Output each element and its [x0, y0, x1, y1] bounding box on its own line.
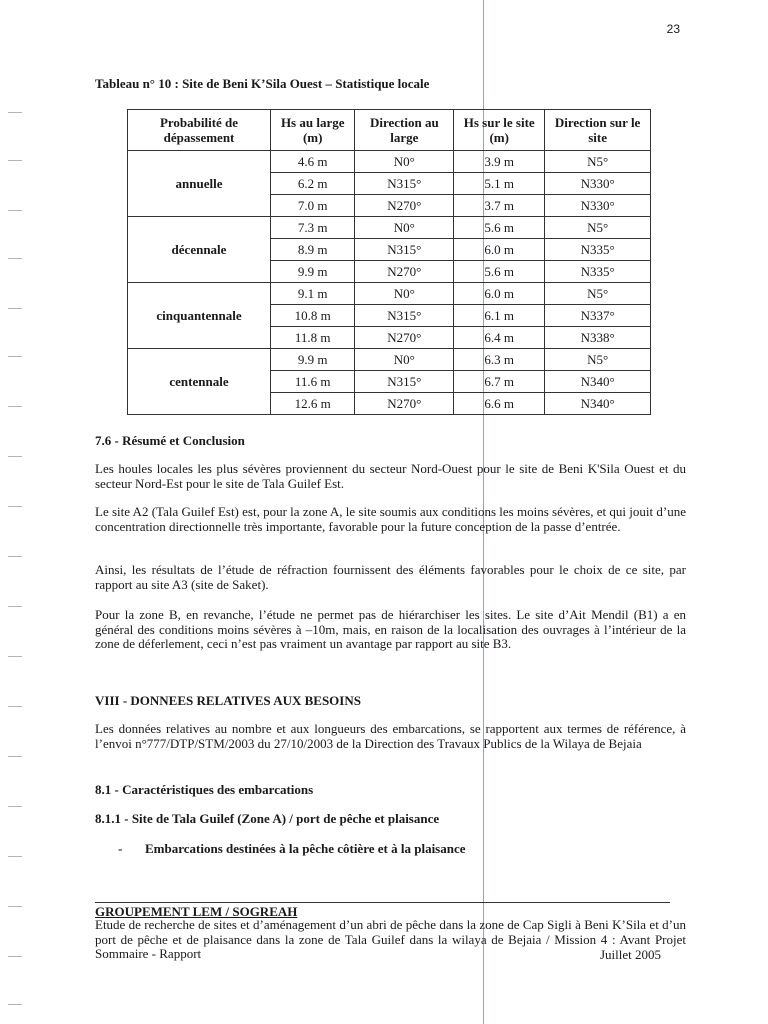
- table-cell: 3.7 m: [454, 195, 545, 217]
- table-cell: N340°: [545, 371, 651, 393]
- table-cell: N337°: [545, 305, 651, 327]
- table-cell: 6.4 m: [454, 327, 545, 349]
- table-cell: 7.3 m: [271, 217, 355, 239]
- footer-date: Juillet 2005: [600, 947, 662, 962]
- paragraph: Les houles locales les plus sévères proviennent du secteur Nord-Ouest pour le site de Beni K'Sila Ouest et du secteur Nord-Est pour le site de Tala Guilef Est.: [95, 461, 686, 491]
- bullet-dash: -: [118, 841, 123, 856]
- column-header: Direction au large: [355, 110, 454, 151]
- paragraph: Pour la zone B, en revanche, l’étude ne permet pas de hiérarchiser les sites. Le site d’Ait Mendil (B1) a en général des conditions moins sévères à –10m, mais, en raison de la localisation des ouvrages à l’intérieur de la zone de déferlement, ceci n’est pas vraiment un avantage par rapport au site B3.: [95, 607, 686, 651]
- table-header-row: [128, 110, 651, 151]
- bullet-text: Embarcations destinées à la pêche côtière et à la plaisance: [145, 841, 466, 856]
- section-heading: 8.1.1 - Site de Tala Guilef (Zone A) / port de pêche et plaisance: [95, 811, 440, 826]
- binder-mark: [8, 308, 22, 309]
- section-heading: VIII - DONNEES RELATIVES AUX BESOINS: [95, 693, 361, 708]
- table-cell: 9.9 m: [271, 261, 355, 283]
- binder-mark: [8, 456, 22, 457]
- binder-mark: [8, 606, 22, 607]
- paragraph: Le site A2 (Tala Guilef Est) est, pour la zone A, le site soumis aux conditions les moins sévères, et qui jouit d’une concentration directionnelle très importante, favorable pour la future conception de la passe d’entrée.: [95, 504, 686, 534]
- table-cell: N5°: [545, 349, 651, 371]
- binder-mark: [8, 112, 22, 113]
- table-cell: N335°: [545, 261, 651, 283]
- table-cell: N335°: [545, 239, 651, 261]
- table-cell: N315°: [355, 371, 454, 393]
- page-number: 23: [666, 22, 680, 36]
- column-header: Hs sur le site (m): [454, 110, 545, 151]
- binder-mark: [8, 356, 22, 357]
- table-cell: N338°: [545, 327, 651, 349]
- table-row: [128, 217, 651, 239]
- table-cell: N5°: [545, 151, 651, 173]
- table-cell: N0°: [355, 349, 454, 371]
- binder-mark: [8, 656, 22, 657]
- table-cell: N5°: [545, 217, 651, 239]
- table-cell: 8.9 m: [271, 239, 355, 261]
- table-cell: 9.9 m: [271, 349, 355, 371]
- binder-mark: [8, 1004, 22, 1005]
- footer-text: Etude de recherche de sites et d’aménagement d’un abri de pêche dans la zone de Cap Sigli à Beni K’Sila et d’un port de pêche et de plaisance dans la zone de Tala Guilef dans la wilaya de Bejaia / Mission 4 : Avant Projet Sommaire - Rapport: [95, 917, 686, 961]
- paragraph: Ainsi, les résultats de l’étude de réfraction fournissent des éléments favorables pour le choix de ce site, par rapport au site A3 (site de Saket).: [95, 562, 686, 592]
- binder-mark: [8, 706, 22, 707]
- binder-mark: [8, 210, 22, 211]
- table-cell: N330°: [545, 173, 651, 195]
- table-title: Tableau n° 10 : Site de Beni K’Sila Ouest – Statistique locale: [95, 76, 430, 91]
- table-cell: 6.0 m: [454, 239, 545, 261]
- binder-mark: [8, 856, 22, 857]
- binder-mark: [8, 506, 22, 507]
- table-cell: N270°: [355, 261, 454, 283]
- binder-mark: [8, 906, 22, 907]
- table-row: [128, 349, 651, 371]
- bullet-item: [118, 841, 466, 857]
- binder-mark: [8, 756, 22, 757]
- probability-label: annuelle: [128, 151, 271, 217]
- table-row: [128, 283, 651, 305]
- table-cell: N0°: [355, 151, 454, 173]
- footer-rule: [95, 902, 670, 903]
- probability-label: centennale: [128, 349, 271, 415]
- table-cell: 3.9 m: [454, 151, 545, 173]
- table-cell: 6.1 m: [454, 305, 545, 327]
- table-row: [128, 151, 651, 173]
- table-cell: 6.3 m: [454, 349, 545, 371]
- table-cell: N315°: [355, 173, 454, 195]
- table-cell: N270°: [355, 195, 454, 217]
- column-header: Probabilité de dépassement: [128, 110, 271, 151]
- binder-mark: [8, 406, 22, 407]
- table-cell: N0°: [355, 217, 454, 239]
- table-cell: N315°: [355, 239, 454, 261]
- table-cell: 7.0 m: [271, 195, 355, 217]
- binder-mark: [8, 160, 22, 161]
- table-cell: 5.6 m: [454, 217, 545, 239]
- column-header: Direction sur le site: [545, 110, 651, 151]
- table-cell: N5°: [545, 283, 651, 305]
- column-header: Hs au large (m): [271, 110, 355, 151]
- table-cell: 9.1 m: [271, 283, 355, 305]
- binder-mark: [8, 806, 22, 807]
- binder-mark: [8, 956, 22, 957]
- table-cell: N270°: [355, 393, 454, 415]
- table-cell: 11.8 m: [271, 327, 355, 349]
- section-heading: 8.1 - Caractéristiques des embarcations: [95, 782, 314, 797]
- table-cell: 6.7 m: [454, 371, 545, 393]
- table-cell: 6.2 m: [271, 173, 355, 195]
- footer-organization: GROUPEMENT LEM / SOGREAH: [95, 904, 298, 919]
- paragraph: Les données relatives au nombre et aux longueurs des embarcations, se rapportent aux termes de référence, à l’envoi n°777/DTP/STM/2003 du 27/10/2003 de la Direction des Travaux Publics de la Wilaya de Bejaia: [95, 721, 686, 751]
- table-cell: 5.1 m: [454, 173, 545, 195]
- table-cell: 6.6 m: [454, 393, 545, 415]
- section-heading: 7.6 - Résumé et Conclusion: [95, 433, 245, 448]
- table-cell: N270°: [355, 327, 454, 349]
- table-cell: N0°: [355, 283, 454, 305]
- table-cell: 5.6 m: [454, 261, 545, 283]
- probability-label: décennale: [128, 217, 271, 283]
- table-cell: 6.0 m: [454, 283, 545, 305]
- binder-mark: [8, 258, 22, 259]
- table-cell: 4.6 m: [271, 151, 355, 173]
- table-cell: N330°: [545, 195, 651, 217]
- table-cell: 12.6 m: [271, 393, 355, 415]
- table-cell: N315°: [355, 305, 454, 327]
- table-cell: N340°: [545, 393, 651, 415]
- wave-statistics-table: [127, 109, 651, 415]
- table-cell: 10.8 m: [271, 305, 355, 327]
- table-cell: 11.6 m: [271, 371, 355, 393]
- binder-mark: [8, 556, 22, 557]
- probability-label: cinquantennale: [128, 283, 271, 349]
